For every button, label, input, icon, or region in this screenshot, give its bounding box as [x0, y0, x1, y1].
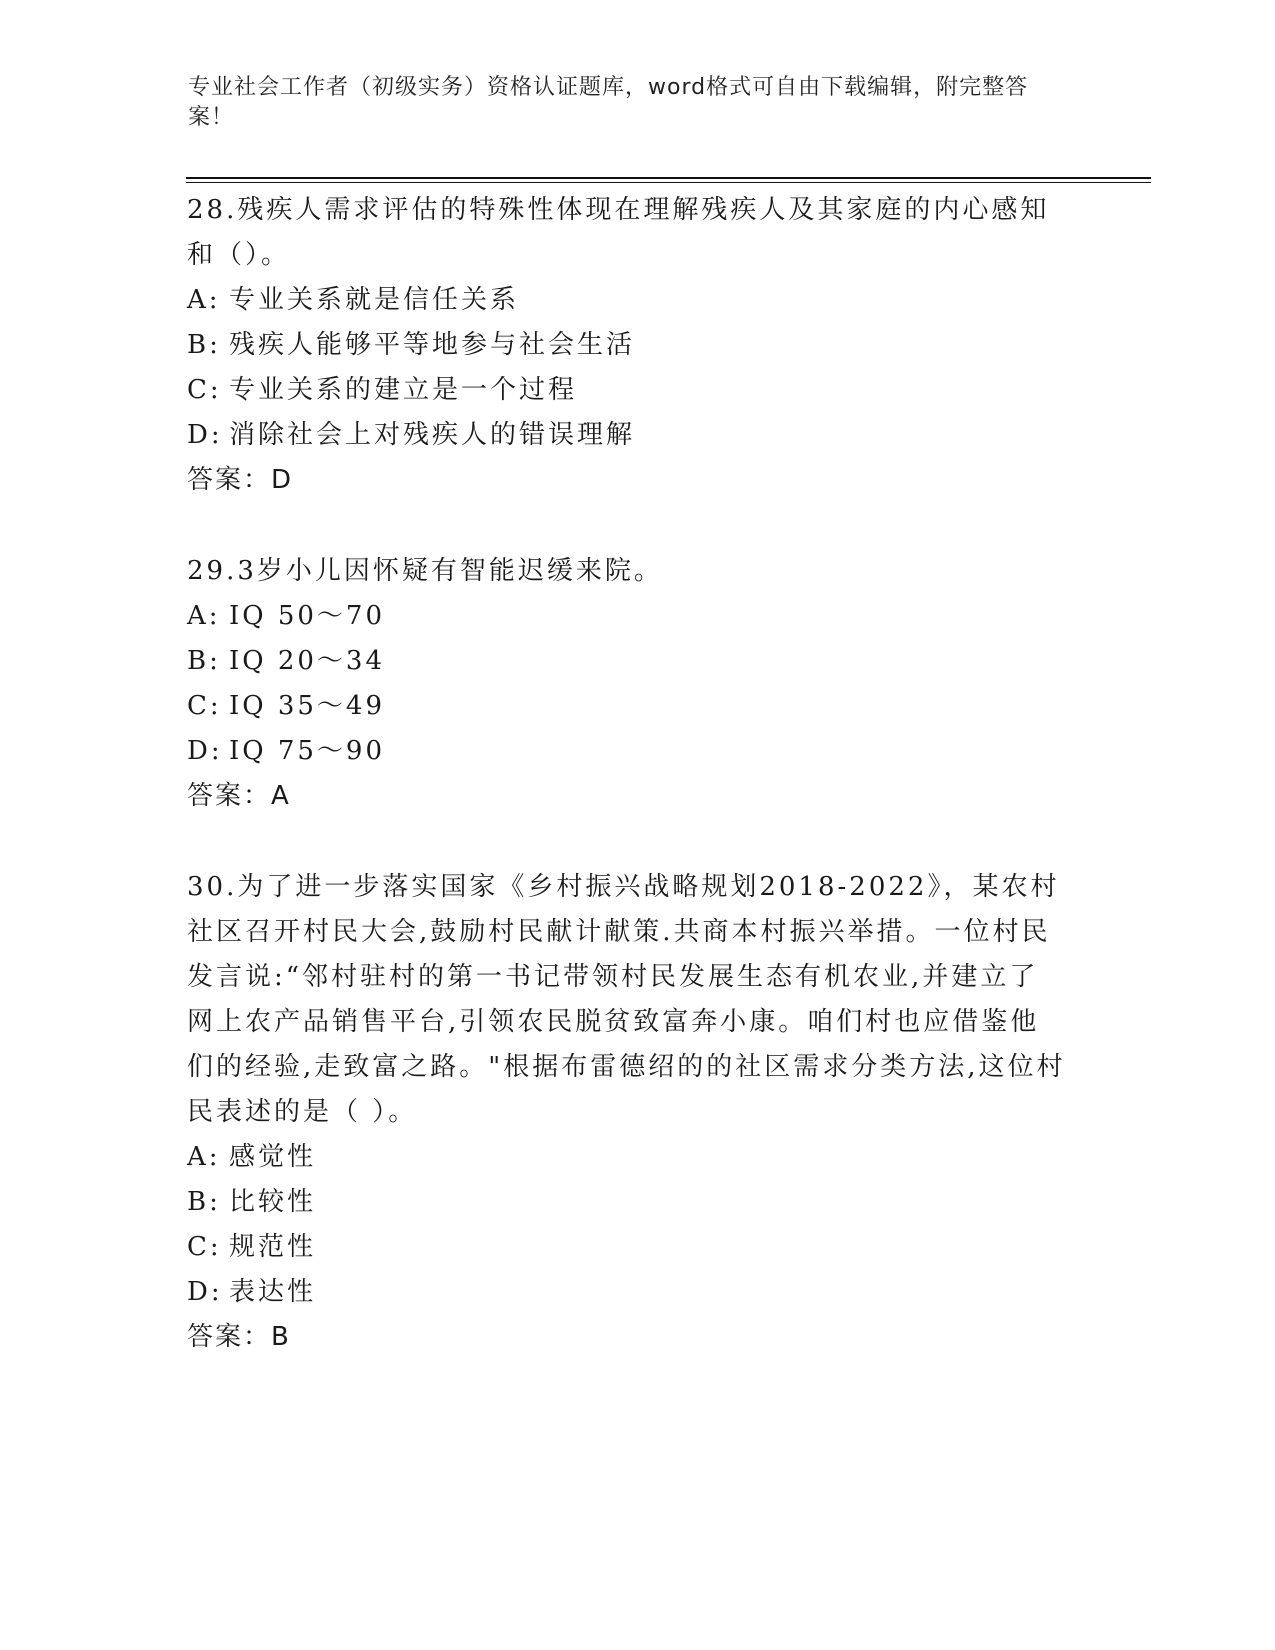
option-key: C: — [187, 1232, 222, 1262]
option-text: 专业关系就是信任关系 — [229, 285, 520, 315]
option-text: 残疾人能够平等地参与社会生活 — [229, 330, 636, 360]
option-b — [187, 323, 1067, 368]
option-key: B: — [187, 646, 221, 676]
option-text: 规范性 — [229, 1232, 317, 1262]
option-text: 专业关系的建立是一个过程 — [229, 375, 578, 405]
option-key: D: — [187, 736, 223, 766]
option-text: IQ 75～90 — [229, 736, 386, 766]
header-divider-thick — [186, 177, 1151, 179]
option-d — [187, 1270, 1067, 1315]
option-key: D: — [187, 1277, 223, 1307]
question-stem: 28.残疾人需求评估的特殊性体现在理解残疾人及其家庭的内心感知和（）。 — [187, 195, 1050, 270]
option-text: IQ 20～34 — [229, 646, 386, 676]
question-28 — [187, 188, 1067, 503]
answer-label: 答案：A — [187, 781, 291, 811]
option-text: IQ 50～70 — [229, 601, 386, 631]
option-text: 比较性 — [229, 1187, 317, 1217]
option-key: A: — [187, 285, 221, 315]
option-a — [187, 594, 1067, 639]
question-list — [187, 188, 1067, 1406]
option-key: B: — [187, 330, 221, 360]
option-key: C: — [187, 691, 222, 721]
question-29 — [187, 549, 1067, 819]
option-c — [187, 684, 1067, 729]
option-text: 感觉性 — [229, 1142, 317, 1172]
option-key: C: — [187, 375, 222, 405]
option-key: A: — [187, 1142, 221, 1172]
option-text: 表达性 — [229, 1277, 317, 1307]
option-a — [187, 1135, 1067, 1180]
question-stem: 30.为了进一步落实国家《乡村振兴战略规划2018-2022》，某农村社区召开村民大会,鼓励村民献计献策.共商本村振兴举措。一位村民发言说:“邻村驻村的第一书记带领村民发展生态有机农业,并建立了网上农产品销售平台,引领农民脱贫致富奔小康。咱们村也应借鉴他们的经验,走致富之路。"根据布雷德绍的的社区需求分类方法,这位村民表述的是（ ）。 — [187, 872, 1066, 1127]
option-b — [187, 1180, 1067, 1225]
option-c — [187, 1225, 1067, 1270]
option-text: IQ 35～49 — [229, 691, 386, 721]
option-d — [187, 729, 1067, 774]
question-stem: 29.3岁小儿因怀疑有智能迟缓来院。 — [187, 556, 663, 586]
answer-label: 答案：B — [187, 1322, 291, 1352]
option-key: B: — [187, 1187, 221, 1217]
option-a — [187, 278, 1067, 323]
page-header: 专业社会工作者（初级实务）资格认证题库，word格式可自由下载编辑，附完整答案！ — [188, 75, 1029, 130]
option-key: A: — [187, 601, 221, 631]
option-key: D: — [187, 420, 223, 450]
header-divider-thin — [186, 182, 1151, 183]
option-d — [187, 413, 1067, 458]
question-30 — [187, 865, 1067, 1360]
option-text: 消除社会上对残疾人的错误理解 — [229, 420, 636, 450]
option-c — [187, 368, 1067, 413]
option-b — [187, 639, 1067, 684]
answer-label: 答案：D — [187, 465, 294, 495]
